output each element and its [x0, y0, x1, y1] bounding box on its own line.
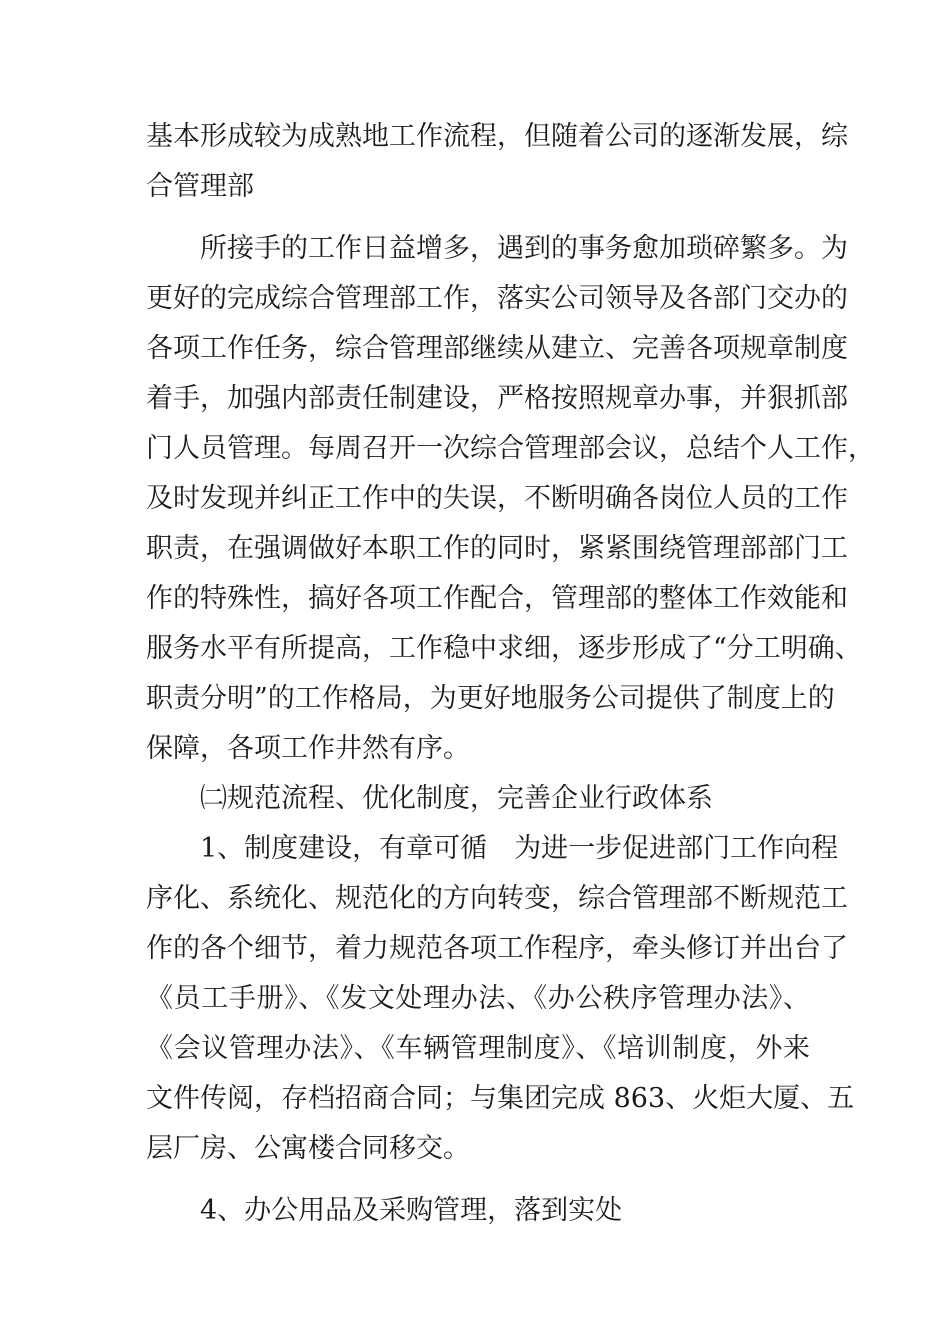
text-line: 职责分明”的工作格局，为更好地服务公司提供了制度上的 [146, 683, 835, 714]
text-line: 1、制度建设，有章可循 为进一步促进部门工作向程 [200, 833, 839, 864]
text-line: 更好的完成综合管理部工作，落实公司领导及各部门交办的 [146, 283, 848, 314]
text-line: 基本形成较为成熟地工作流程，但随着公司的逐渐发展，综 [146, 121, 848, 152]
section-heading [146, 774, 810, 824]
text-line: 各项工作任务，综合管理部继续从建立、完善各项规章制度 [146, 333, 848, 364]
text-line: 《员工手册》、《发文处理办法、《办公秩序管理办法》、 [146, 983, 810, 1014]
text-line: 序化、系统化、规范化的方向转变，综合管理部不断规范工 [146, 883, 848, 914]
text-line: 保障，各项工作井然有序。 [146, 733, 470, 764]
text-line: 合管理部 [146, 171, 254, 202]
text-line: 作的各个细节，着力规范各项工作程序，牵头修订并出台了 [146, 933, 848, 964]
text-line: 职责，在强调做好本职工作的同时，紧紧围绕管理部部门工 [146, 533, 848, 564]
text-line: 文件传阅，存档招商合同；与集团完成 863、火炬大厦、五 [146, 1083, 855, 1114]
document-body [146, 112, 875, 1236]
text-line: 4、办公用品及采购管理，落到实处 [200, 1195, 623, 1226]
text-line: 着手，加强内部责任制建设，严格按照规章办事，并狠抓部 [146, 383, 848, 414]
text-line: 层厂房、公寓楼合同移交。 [146, 1133, 470, 1164]
text-line: 门人员管理。每周召开一次综合管理部会议，总结个人工作， [146, 433, 875, 464]
paragraph-5 [146, 1186, 810, 1236]
paragraph-2 [146, 224, 875, 774]
text-line: 所接手的工作日益增多，遇到的事务愈加琐碎繁多。为 [200, 233, 848, 264]
text-line: 服务水平有所提高，工作稳中求细，逐步形成了“分工明确、 [146, 633, 862, 664]
paragraph-1 [146, 112, 848, 212]
text-line: 作的特殊性，搞好各项工作配合，管理部的整体工作效能和 [146, 583, 848, 614]
heading-line: ㈡规范流程、优化制度，完善企业行政体系 [200, 783, 713, 814]
text-line: 《会议管理办法》、《车辆管理制度》、《培训制度，外来 [146, 1033, 810, 1064]
paragraph-4 [146, 824, 855, 1174]
text-line: 及时发现并纠正工作中的失误，不断明确各岗位人员的工作 [146, 483, 848, 514]
